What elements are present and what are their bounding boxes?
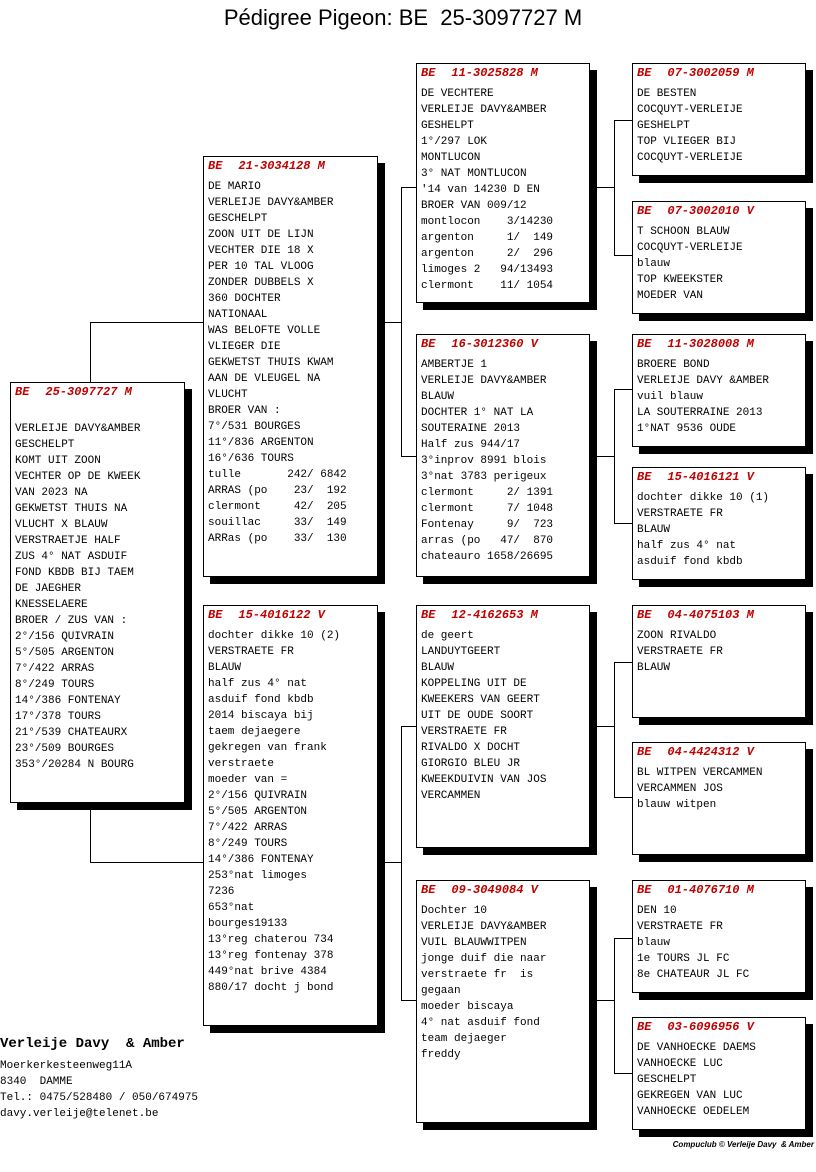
note-line: clermont 7/ 1048 xyxy=(421,503,554,515)
note-line: VERLEIJE DAVY &AMBER xyxy=(637,375,770,387)
note-line: VAN 2023 NA xyxy=(15,487,88,499)
note-line: 7236 xyxy=(208,886,235,898)
note-line: chateauro 1658/26695 xyxy=(421,551,554,563)
note-line: 3°inprov 8991 blois xyxy=(421,455,547,467)
note-line: LA SOUTERRAINE 2013 xyxy=(637,407,763,419)
note-line: 7°/422 ARRAS xyxy=(208,822,288,834)
note-line: moeder biscaya xyxy=(421,1001,514,1013)
pigeon-card-mother-mother xyxy=(416,880,590,1123)
note-line: blauw xyxy=(637,937,671,949)
ring-number-header xyxy=(421,608,585,622)
country-code: BE xyxy=(421,66,436,80)
pigeon-notes xyxy=(637,490,801,570)
note-line: KOMT UIT ZOON xyxy=(15,455,101,467)
note-line: 5°/505 ARGENTON xyxy=(208,806,308,818)
pigeon-notes xyxy=(637,86,801,166)
note-line: VUIL BLAUWWITPEN xyxy=(421,937,527,949)
pigeon-notes xyxy=(637,628,801,676)
note-line: gekregen van frank xyxy=(208,742,327,754)
pigeon-notes xyxy=(421,86,585,294)
note-line: DEN 10 xyxy=(637,905,677,917)
pigeon-card-mm-mother xyxy=(632,1017,806,1130)
pigeon-notes xyxy=(421,628,585,804)
note-line: 653°nat xyxy=(208,902,255,914)
note-line: VERSTRAETE FR xyxy=(637,508,723,520)
pigeon-card-father xyxy=(203,156,378,577)
note-line: bourges19133 xyxy=(208,918,288,930)
ring-number-header xyxy=(637,337,801,351)
country-code: BE xyxy=(637,745,652,759)
note-line: montlocon 3/14230 xyxy=(421,216,554,228)
note-line: 4° nat asduif fond xyxy=(421,1017,540,1029)
note-line: argenton 1/ 149 xyxy=(421,232,554,244)
note-line: ZOON RIVALDO xyxy=(637,630,717,642)
note-line: BLAUW xyxy=(637,524,671,536)
pigeon-card-mf-father xyxy=(632,605,806,718)
note-line: BL WITPEN VERCAMMEN xyxy=(637,767,763,779)
note-line: COCQUYT-VERLEIJE xyxy=(637,242,743,254)
note-line: 13°reg chaterou 734 xyxy=(208,934,334,946)
note-line: Fontenay 9/ 723 xyxy=(421,519,554,531)
note-line: NATIONAAL xyxy=(208,309,268,321)
note-line: 3° NAT MONTLUCON xyxy=(421,168,527,180)
note-line: VERCAMMEN xyxy=(421,790,481,802)
note-line: asduif fond kbdb xyxy=(637,556,743,568)
pigeon-notes xyxy=(421,357,585,565)
note-line: limoges 2 94/13493 xyxy=(421,264,554,276)
note-line: GESCHELPT xyxy=(637,1074,697,1086)
note-line: KWEEKDUIVIN VAN JOS xyxy=(421,774,547,786)
note-line: 2014 biscaya bij xyxy=(208,710,314,722)
note-line: tulle 242/ 6842 xyxy=(208,469,347,481)
pigeon-notes xyxy=(637,765,801,813)
ring-number: 09-3049084 V xyxy=(451,883,538,897)
ring-number: 12-4162653 M xyxy=(451,608,538,622)
country-code: BE xyxy=(15,385,30,399)
note-line: KNESSELAERE xyxy=(15,599,88,611)
note-line: 5°/505 ARGENTON xyxy=(15,647,115,659)
ring-number: 15-4016121 V xyxy=(667,470,754,484)
note-line: dochter dikke 10 (1) xyxy=(637,492,770,504)
note-line: BROER / ZUS VAN : xyxy=(15,615,128,627)
note-line: VLUCHT X BLAUW xyxy=(15,519,108,531)
note-line: ARRAS (po 23/ 192 xyxy=(208,485,347,497)
note-line: clermont 2/ 1391 xyxy=(421,487,554,499)
pigeon-card-father-mother xyxy=(416,334,590,577)
note-line: VERLEIJE DAVY&AMBER xyxy=(208,197,334,209)
ring-number: 11-3025828 M xyxy=(451,66,538,80)
note-line: COCQUYT-VERLEIJE xyxy=(637,104,743,116)
note-line: VERLEIJE DAVY&AMBER xyxy=(15,423,141,435)
note-line: vuil blauw xyxy=(637,391,704,403)
note-line: TOP VLIEGER BIJ xyxy=(637,136,737,148)
note-line: freddy xyxy=(421,1049,461,1061)
ring-number-header xyxy=(421,883,585,897)
note-line: VANHOECKE OEDELEM xyxy=(637,1106,750,1118)
note-line: 2°/156 QUIVRAIN xyxy=(208,790,308,802)
note-line: team dejaeger xyxy=(421,1033,507,1045)
note-line: VERCAMMEN JOS xyxy=(637,783,723,795)
country-code: BE xyxy=(637,204,652,218)
note-line: 23°/509 BOURGES xyxy=(15,743,115,755)
note-line: GESHELPT xyxy=(421,120,474,132)
ring-number: 11-3028008 M xyxy=(667,337,754,351)
note-line: TOP KWEEKSTER xyxy=(637,274,723,286)
note-line: SOUTERAINE 2013 xyxy=(421,423,521,435)
note-line: VANHOECKE LUC xyxy=(637,1058,723,1070)
note-line: VERSTRAETE FR xyxy=(637,646,723,658)
note-line: BROERE BOND xyxy=(637,359,710,371)
pigeon-notes xyxy=(637,357,801,437)
note-line: 360 DOCHTER xyxy=(208,293,281,305)
pigeon-notes xyxy=(421,903,585,1063)
note-line: half zus 4° nat xyxy=(637,540,737,552)
note-line: VECHTER OP DE KWEEK xyxy=(15,471,141,483)
note-line: blauw xyxy=(637,258,671,270)
pigeon-notes xyxy=(208,179,373,547)
ring-number-header xyxy=(637,883,801,897)
note-line: GIORGIO BLEU JR xyxy=(421,758,521,770)
note-line: VLIEGER DIE xyxy=(208,341,281,353)
pigeon-notes xyxy=(637,903,801,983)
note-line: BROER VAN 009/12 xyxy=(421,200,527,212)
note-line: VERLEIJE DAVY&AMBER xyxy=(421,921,547,933)
ring-number: 25-3097727 M xyxy=(45,385,132,399)
pigeon-notes xyxy=(208,628,373,996)
note-line: verstraete fr is xyxy=(421,969,534,981)
pigeon-card-mm-father xyxy=(632,880,806,993)
breeder-info xyxy=(0,1036,300,1122)
pigeon-card-fm-mother xyxy=(632,467,806,580)
note-line: 8°/249 TOURS xyxy=(208,838,288,850)
ring-number-header xyxy=(421,66,585,80)
note-line: DE VANHOECKE DAEMS xyxy=(637,1042,756,1054)
note-line: BLAUW xyxy=(637,662,671,674)
note-line: DE MARIO xyxy=(208,181,261,193)
note-line: 353°/20284 N BOURG xyxy=(15,759,134,771)
note-line: asduif fond kbdb xyxy=(208,694,314,706)
note-line: argenton 2/ 296 xyxy=(421,248,554,260)
note-line: '14 van 14230 D EN xyxy=(421,184,540,196)
breeder-email: davy.verleije@telenet.be xyxy=(0,1108,159,1120)
note-line: ZOON UIT DE LIJN xyxy=(208,229,314,241)
note-line: dochter dikke 10 (2) xyxy=(208,630,341,642)
country-code: BE xyxy=(421,608,436,622)
note-line: VLUCHT xyxy=(208,389,248,401)
note-line: DE BESTEN xyxy=(637,88,697,100)
note-line: 1°NAT 9536 OUDE xyxy=(637,423,737,435)
ring-number-header xyxy=(637,745,801,759)
note-line: 14°/386 FONTENAY xyxy=(208,854,314,866)
note-line: AMBERTJE 1 xyxy=(421,359,488,371)
note-line: AAN DE VLEUGEL NA xyxy=(208,373,321,385)
note-line: T SCHOON BLAUW xyxy=(637,226,730,238)
note-line: VERSTRAETJE HALF xyxy=(15,535,121,547)
note-line: 3°nat 3783 perigeux xyxy=(421,471,547,483)
note-line: MONTLUCON xyxy=(421,152,481,164)
note-line: VERSTRAETE FR xyxy=(421,726,507,738)
note-line: BLAUW xyxy=(421,662,455,674)
pigeon-card-mf-mother xyxy=(632,742,806,855)
note-line: DE VECHTERE xyxy=(421,88,494,100)
note-line: KOPPELING UIT DE xyxy=(421,678,527,690)
ring-number: 07-3002059 M xyxy=(667,66,754,80)
ring-number: 21-3034128 M xyxy=(238,159,325,173)
pigeon-card-mother xyxy=(203,605,378,1026)
country-code: BE xyxy=(208,608,223,622)
pigeon-card-fm-father xyxy=(632,334,806,447)
ring-number-header xyxy=(208,159,373,173)
note-line: VECHTER DIE 18 X xyxy=(208,245,314,257)
note-line: COCQUYT-VERLEIJE xyxy=(637,152,743,164)
ring-number-header xyxy=(637,1020,801,1034)
note-line: 2°/156 QUIVRAIN xyxy=(15,631,115,643)
pigeon-card-mother-father xyxy=(416,605,590,848)
note-line: 1e TOURS JL FC xyxy=(637,953,730,965)
note-line: 14°/386 FONTENAY xyxy=(15,695,121,707)
pigeon-card-father-father xyxy=(416,63,590,303)
note-line: GESCHELPT xyxy=(15,439,75,451)
ring-number-header xyxy=(637,204,801,218)
note-line: GEKWETST THUIS NA xyxy=(15,503,128,515)
note-line: BLAUW xyxy=(421,391,455,403)
country-code: BE xyxy=(421,883,436,897)
ring-number: 04-4424312 V xyxy=(667,745,754,759)
note-line: FOND KBDB BIJ TAEM xyxy=(15,567,134,579)
ring-number-header xyxy=(208,608,373,622)
ring-number-header xyxy=(637,608,801,622)
note-line: clermont 11/ 1054 xyxy=(421,280,554,292)
ring-number-header xyxy=(637,66,801,80)
country-code: BE xyxy=(208,159,223,173)
note-line: arras (po 47/ 870 xyxy=(421,535,554,547)
note-line: half zus 4° nat xyxy=(208,678,308,690)
ring-number: 16-3012360 V xyxy=(451,337,538,351)
pigeon-notes xyxy=(637,1040,801,1120)
breeder-city: 8340 DAMME xyxy=(0,1076,73,1088)
pigeon-notes xyxy=(637,224,801,304)
ring-number: 15-4016122 V xyxy=(238,608,325,622)
note-line: de geert xyxy=(421,630,474,642)
country-code: BE xyxy=(421,337,436,351)
note-line: VERLEIJE DAVY&AMBER xyxy=(421,104,547,116)
footer-credit: Compuclub © Verleije Davy & Amber xyxy=(672,1140,814,1149)
note-line: VERSTRAETE FR xyxy=(208,646,294,658)
ring-number-header xyxy=(15,385,180,399)
note-line: GESCHELPT xyxy=(208,213,268,225)
pigeon-card-ff-father xyxy=(632,63,806,176)
note-line: GESHELPT xyxy=(637,120,690,132)
note-line: 1°/297 LOK xyxy=(421,136,488,148)
note-line xyxy=(15,405,180,421)
note-line: Half zus 944/17 xyxy=(421,439,521,451)
note-line: VERSTRAETE FR xyxy=(637,921,723,933)
pigeon-card-subject xyxy=(10,382,185,803)
note-line: DOCHTER 1° NAT LA xyxy=(421,407,534,419)
note-line: VERLEIJE DAVY&AMBER xyxy=(421,375,547,387)
note-line: KWEEKERS VAN GEERT xyxy=(421,694,540,706)
note-line: souillac 33/ 149 xyxy=(208,517,347,529)
note-line: clermont 42/ 205 xyxy=(208,501,347,513)
country-code: BE xyxy=(637,883,652,897)
note-line: 17°/378 TOURS xyxy=(15,711,101,723)
ring-number-header xyxy=(637,470,801,484)
ring-number: 01-4076710 M xyxy=(667,883,754,897)
note-line: BLAUW xyxy=(208,662,242,674)
note-line: taem dejaegere xyxy=(208,726,301,738)
ring-number: 04-4075103 M xyxy=(667,608,754,622)
note-line: 16°/636 TOURS xyxy=(208,453,294,465)
country-code: BE xyxy=(637,337,652,351)
note-line: 253°nat limoges xyxy=(208,870,308,882)
country-code: BE xyxy=(637,66,652,80)
note-line: GEKWETST THUIS KWAM xyxy=(208,357,334,369)
country-code: BE xyxy=(637,470,652,484)
note-line: verstraete xyxy=(208,758,275,770)
breeder-address: Moerkerkesteenweg11A xyxy=(0,1060,133,1072)
note-line: blauw witpen xyxy=(637,799,717,811)
note-line: 8°/249 TOURS xyxy=(15,679,95,691)
note-line: LANDUYTGEERT xyxy=(421,646,501,658)
note-line: 8e CHATEAUR JL FC xyxy=(637,969,750,981)
note-line: PER 10 TAL VLOOG xyxy=(208,261,314,273)
ring-number: 03-6096956 V xyxy=(667,1020,754,1034)
note-line: MOEDER VAN xyxy=(637,290,704,302)
country-code: BE xyxy=(637,608,652,622)
page-title: Pédigree Pigeon: BE 25-3097727 M xyxy=(223,5,583,30)
note-line: BROER VAN : xyxy=(208,405,281,417)
ring-number: 07-3002010 V xyxy=(667,204,754,218)
pigeon-card-ff-mother xyxy=(632,201,806,314)
note-line: jonge duif die naar xyxy=(421,953,547,965)
country-code: BE xyxy=(637,1020,652,1034)
note-line: gegaan xyxy=(421,985,461,997)
note-line: WAS BELOFTE VOLLE xyxy=(208,325,321,337)
note-line: ARRas (po 33/ 130 xyxy=(208,533,347,545)
note-line: RIVALDO X DOCHT xyxy=(421,742,521,754)
note-line: 13°reg fontenay 378 xyxy=(208,950,334,962)
note-line: 449°nat brive 4384 xyxy=(208,966,327,978)
note-line: GEKREGEN VAN LUC xyxy=(637,1090,743,1102)
pigeon-notes xyxy=(15,405,180,773)
note-line: ZUS 4° NAT ASDUIF xyxy=(15,551,128,563)
ring-number-header xyxy=(421,337,585,351)
note-line: moeder van = xyxy=(208,774,288,786)
note-line: 7°/422 ARRAS xyxy=(15,663,95,675)
note-line: 11°/836 ARGENTON xyxy=(208,437,314,449)
note-line: ZONDER DUBBELS X xyxy=(208,277,314,289)
note-line: DE JAEGHER xyxy=(15,583,82,595)
note-line: 880/17 docht j bond xyxy=(208,982,334,994)
breeder-name: Verleije Davy & Amber xyxy=(0,1036,185,1052)
note-line: UIT DE OUDE SOORT xyxy=(421,710,534,722)
note-line: Dochter 10 xyxy=(421,905,488,917)
breeder-phone: Tel.: 0475/528480 / 050/674975 xyxy=(0,1092,199,1104)
note-line: 21°/539 CHATEAURX xyxy=(15,727,128,739)
note-line: 7°/531 BOURGES xyxy=(208,421,301,433)
